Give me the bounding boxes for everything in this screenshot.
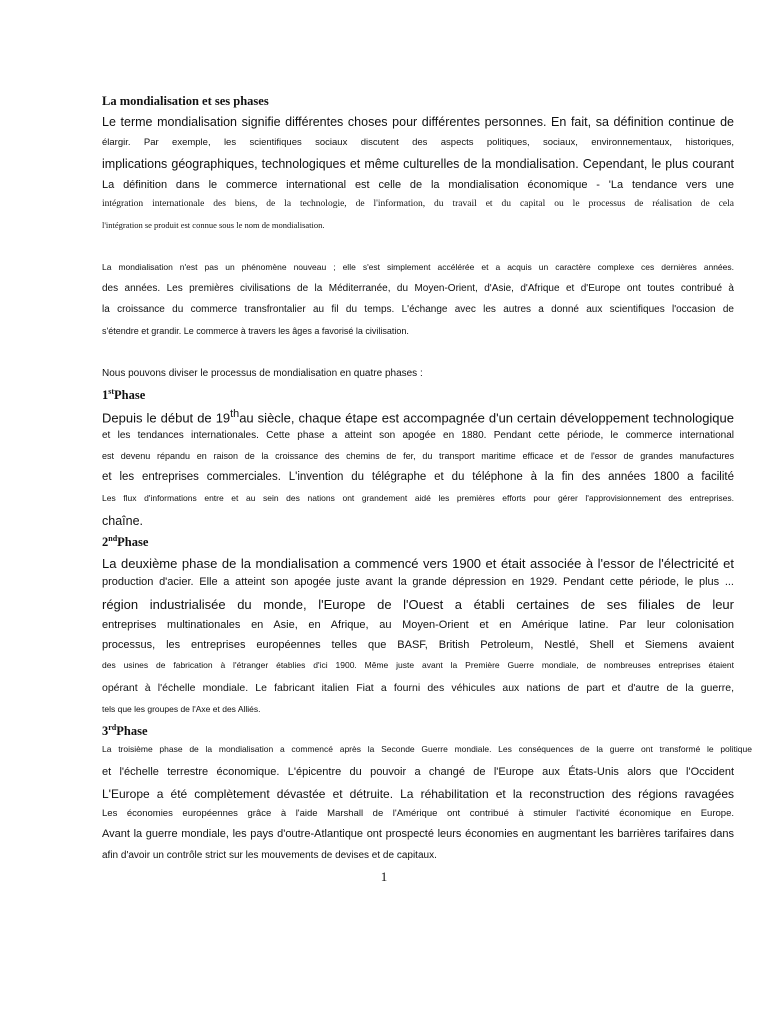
phase-2-line-4: entreprises multinationales en Asie, en Afrique, au Moyen-Orient et en Amérique latine. Par leur colonisation [102,619,734,631]
phase-1-line-1-start: Depuis le début de 19 [102,410,231,426]
phase-1-line-5: Les flux d'informations entre et au sein des nations ont grandement aidé les premières efforts pour gérer l'approvisionnement des entreprises. [102,493,734,503]
phase-2-line-1: La deuxième phase de la mondialisation a commencé vers 1900 et était associée à l'essor de l'électricité et [102,556,734,571]
phase-3-line-4: Les économies européennes grâce à l'aide Marshall de l'Amérique ont contribué à stimuler l'activité économique en Europe. [102,808,734,819]
phase-1-line-2: et les tendances internationales. Cette phase a atteint son apogée en 1880. Pendant cette période, le commerce international [102,430,734,441]
intro-line-1: Le terme mondialisation signifie différentes choses pour différentes personnes. En fait, sa définition continue de [102,115,734,129]
intro-line-3: implications géographiques, technologiques et même culturelles de la mondialisation. Cependant, le plus courant [102,157,734,171]
phase-1-line-4: et les entreprises commerciales. L'invention du télégraphe et du téléphone à la fin des années 1800 a facilité [102,471,734,483]
phase-2-number: 2 [102,535,109,549]
phase-2-line-3: région industrialisée du monde, l'Europe de l'Ouest a établi certaines de ses filiales de leur [102,597,734,612]
phase-3-ordinal-suffix: rd [108,722,117,732]
paragraph-2-line-3: la croissance du commerce transfrontalier au fil du temps. L'échange avec les autres a donné aux scientifiques l'occasion de [102,304,734,315]
intro-line-6: l'intégration se produit est connue sous le nom de mondialisation. [102,220,325,230]
phase-2-ordinal-suffix: nd [108,533,118,543]
phase-2-heading [102,533,734,549]
phase-3-number: 3 [102,724,109,738]
phase-2-line-2: production d'acier. Elle a atteint son apogée juste avant la grande dépression en 1929. Pendant cette période, le plus ... [102,576,734,588]
phase-3-heading [102,722,734,738]
paragraph-2-line-4: s'étendre et grandir. Le commerce à travers les âges a favorisé la civilisation. [102,326,409,336]
phase-2-line-5: processus, les entreprises européennes telles que BASF, British Petroleum, Nestlé, Shell et Siemens avaient [102,639,734,651]
phase-1-word: Phase [114,388,146,402]
phase-1-line-3: est devenu répandu en raison de la croissance des chemins de fer, du transport maritime efficace et de l'essor de grandes manufactures [102,451,734,461]
phase-1-ordinal-suffix: st [108,386,115,396]
phase-3-line-1: La troisième phase de la mondialisation a commencé après la Seconde Guerre mondiale. Les conséquences de la guerre ont transformé le politique [102,744,752,754]
phase-1-line-6: chaîne. [102,514,144,528]
document-title: La mondialisation et ses phases [102,94,269,108]
phase-3-word: Phase [116,724,148,738]
paragraph-2-line-1: La mondialisation n'est pas un phénomène nouveau ; elle s'est simplement accélérée et a acquis un caractère complexe ces dernières années. [102,262,734,272]
phase-2-word: Phase [117,535,149,549]
page-number: 1 [380,869,388,884]
phase-2-line-6: des usines de fabrication à l'étranger établies d'ici 1900. Même juste avant la Première Guerre mondiale, de nombreuses entreprises étaient [102,660,734,670]
intro-line-2: élargir. Par exemple, les scientifiques sociaux discutent des aspects politiques, sociaux, environnementaux, historiques, [102,137,734,148]
phase-3-line-5: Avant la guerre mondiale, les pays d'outre-Atlantique ont prospecté leurs économies en augmentant les barrières tarifaires dans [102,828,734,840]
phase-1-number: 1 [102,388,109,402]
phase-1-heading [102,386,734,402]
phase-3-line-3: L'Europe a été complètement dévastée et détruite. La réhabilitation et la reconstruction des régions ravagées [102,787,734,801]
phases-introduction: Nous pouvons diviser le processus de mondialisation en quatre phases : [102,368,423,379]
century-suffix: th [230,408,240,420]
intro-line-4: La définition dans le commerce international est celle de la mondialisation économique - 'La tendance vers une [102,179,734,191]
intro-line-5: intégration internationale des biens, de la technologie, de l'information, du travail et du capital ou le processus de réalisation de cela [102,199,734,209]
phase-2-line-8: tels que les groupes de l'Axe et des Alliés. [102,704,261,714]
phase-3-line-6: afin d'avoir un contrôle strict sur les mouvements de devises et de capitaux. [102,850,437,861]
phase-3-line-2: et l'échelle terrestre économique. L'épicentre du pouvoir a changé de l'Europe aux États-Unis alors que l'Occident [102,766,734,778]
phase-1-line-1 [102,409,734,424]
paragraph-2-line-2: des années. Les premières civilisations de la Méditerranée, du Moyen-Orient, d'Asie, d'Afrique et d'Europe ont toutes contribué à [102,283,734,294]
phase-1-line-1-end: au siècle, chaque étape est accompagnée d'un certain développement technologique [239,410,734,426]
phase-2-line-7: opérant à l'échelle mondiale. Le fabricant italien Fiat a fourni des véhicules aux nations de part et d'autre de la guerre, [102,682,734,694]
